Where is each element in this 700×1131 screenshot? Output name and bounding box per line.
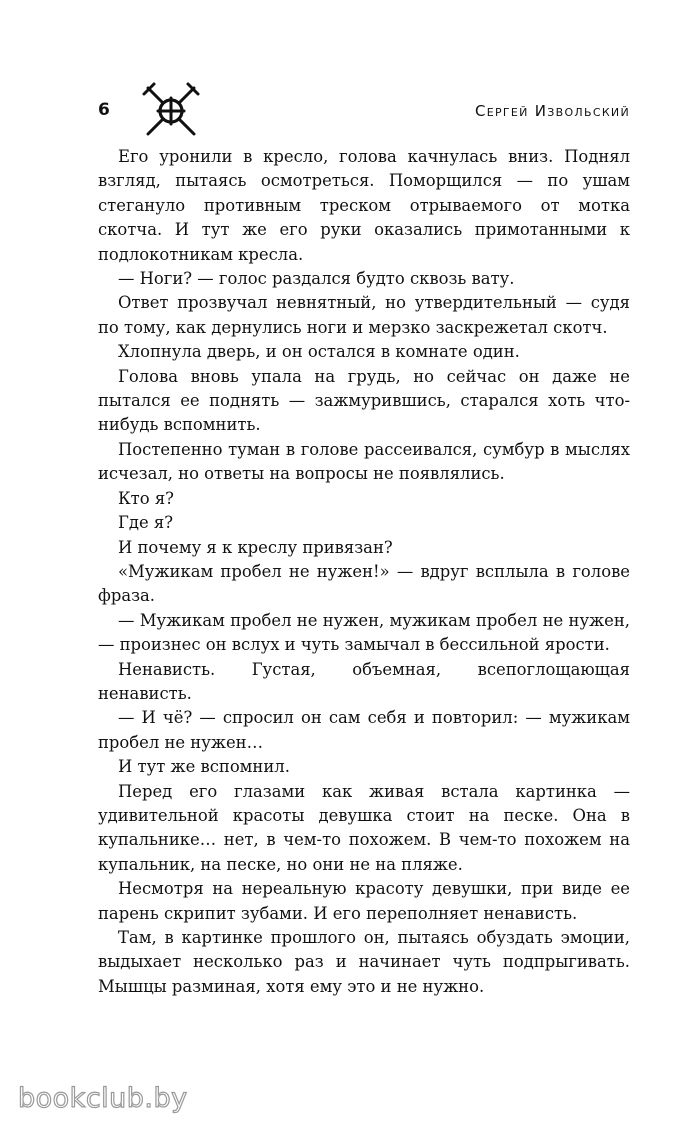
paragraph: «Мужикам пробел не нужен!» — вдруг всплыла в голове фраза. [98,561,630,606]
paragraph: И почему я к креслу привязан? [118,537,393,557]
paragraph: Кто я? [118,488,174,508]
paragraph: Перед его глазами как живая встала картинка — удивительной красоты девушка стоит на песке. Она в купальнике… нет, в чем-то похожем. В чем-то похожем на купальник, на песке, но они не на пляже. [98,781,630,874]
paragraph: Голова вновь упала на грудь, но сейчас он даже не пытался ее поднять — зажмурившись, старался хоть что-нибудь вспомнить. [98,366,630,435]
paragraph: Хлопнула дверь, и он остался в комнате один. [118,342,520,362]
paragraph: Ответ прозвучал невнятный, но утвердительный — судя по тому, как дернулись ноги и мерзко заскрежетал скотч. [98,293,630,337]
paragraph: Его уронили в кресло, голова качнулась вниз. Поднял взгляд, пытаясь осмотреться. Поморщился — по ушам стегануло противным треском отрываемого от мотка скотча. И тут же его руки оказались примотанными к подлокотникам кресла. [98,147,630,264]
paragraph: Где я? [118,513,173,533]
crossed-swords-circle-icon [140,80,202,142]
body-text [98,145,630,999]
watermark: bookclub.by [18,1083,188,1114]
paragraph: — Ноги? — голос раздался будто сквозь вату. [118,269,515,289]
paragraph: И тут же вспомнил. [118,757,290,777]
running-head-author: Сергей Извольский [474,102,630,120]
paragraph: Несмотря на нереальную красоту девушки, при виде ее парень скрипит зубами. И его переполняет ненависть. [98,879,630,923]
paragraph: — Мужикам пробел не нужен, мужикам пробел не нужен, — произнес он вслух и чуть замычал в бессильной ярости. [98,610,630,655]
paragraph: Там, в картинке прошлого он, пытаясь обуздать эмоции, выдыхает несколько раз и начинает чуть подпрыгивать. Мышцы разминая, хотя ему это и не нужно. [98,928,630,996]
page-number: 6 [98,100,110,120]
paragraph: Постепенно туман в голове рассеивался, сумбур в мыслях исчезал, но ответы на вопросы не появлялись. [98,439,630,484]
paragraph: Ненависть. Густая, объемная, всепоглощающая ненависть. [98,659,630,703]
paragraph: — И чё? — спросил он сам себя и повторил: — мужикам пробел не нужен… [98,708,630,752]
